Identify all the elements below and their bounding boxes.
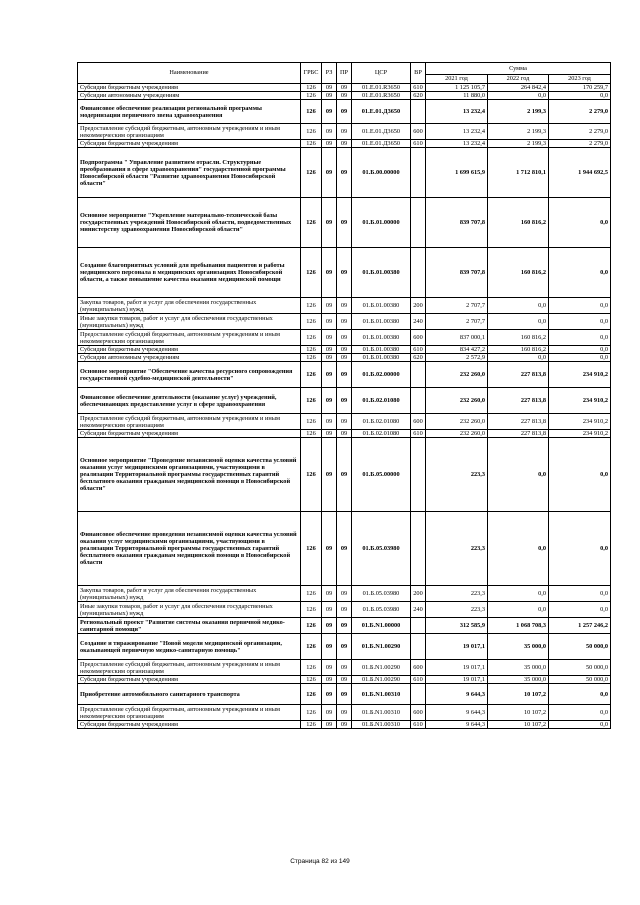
cell-rz: 09 — [322, 314, 337, 330]
cell-csr: 01.Б.N1.00310 — [352, 721, 411, 729]
cell-name: Субсидии бюджетным учреждениям — [78, 346, 301, 354]
cell-csr: 01.Б.01.00380 — [352, 354, 411, 362]
cell-name: Региональный проект "Развитие системы оказания первичной медико-санитарной помощи" — [78, 618, 301, 634]
cell-sum-2023: 0,0 — [549, 298, 611, 314]
cell-csr: 01.Е.01.R3650 — [352, 92, 411, 100]
cell-sum-2022: 160 816,2 — [488, 248, 549, 298]
cell-rz: 09 — [322, 676, 337, 684]
cell-rz: 09 — [322, 198, 337, 248]
cell-vr — [411, 198, 426, 248]
budget-table — [77, 62, 611, 729]
cell-sum-2022: 0,0 — [488, 512, 549, 586]
cell-csr: 01.Б.01.00380 — [352, 346, 411, 354]
cell-pr: 09 — [337, 618, 352, 634]
cell-sum-2021: 223,3 — [426, 438, 488, 512]
cell-name: Субсидии автономным учреждениям — [78, 354, 301, 362]
cell-grbs: 126 — [301, 438, 322, 512]
cell-name: Субсидии бюджетным учреждениям — [78, 430, 301, 438]
cell-csr: 01.Б.N1.00000 — [352, 618, 411, 634]
cell-grbs: 126 — [301, 314, 322, 330]
cell-sum-2023: 1 257 246,2 — [549, 618, 611, 634]
cell-sum-2022: 227 813,8 — [488, 430, 549, 438]
cell-name: Создание и тиражирование "Новой модели медицинской организации, оказывающей первичную медико-санитарную помощь" — [78, 634, 301, 660]
cell-vr — [411, 100, 426, 124]
cell-vr: 240 — [411, 602, 426, 618]
cell-vr — [411, 618, 426, 634]
cell-sum-2021: 839 707,8 — [426, 248, 488, 298]
cell-sum-2023: 2 279,0 — [549, 140, 611, 148]
cell-sum-2022: 0,0 — [488, 438, 549, 512]
cell-sum-2021: 1 699 615,9 — [426, 148, 488, 198]
cell-rz: 09 — [322, 721, 337, 729]
table-row — [78, 634, 611, 660]
cell-sum-2021: 9 644,3 — [426, 705, 488, 721]
table-row — [78, 414, 611, 430]
cell-sum-2021: 232 260,0 — [426, 430, 488, 438]
cell-pr: 09 — [337, 512, 352, 586]
table-row — [78, 140, 611, 148]
cell-sum-2021: 223,3 — [426, 512, 488, 586]
cell-csr: 01.Б.01.00380 — [352, 248, 411, 298]
cell-grbs: 126 — [301, 124, 322, 140]
cell-sum-2022: 0,0 — [488, 586, 549, 602]
cell-vr: 610 — [411, 346, 426, 354]
cell-csr: 01.Б.01.00380 — [352, 330, 411, 346]
cell-sum-2023: 0,0 — [549, 314, 611, 330]
cell-sum-2022: 1 068 708,3 — [488, 618, 549, 634]
table-row — [78, 92, 611, 100]
cell-name: Финансовое обеспечение деятельности (оказание услуг) учреждений, обеспечивающих предоставление услуг в сфере здравоохранения — [78, 388, 301, 414]
cell-pr: 09 — [337, 346, 352, 354]
cell-pr: 09 — [337, 362, 352, 388]
header-vr: ВР — [411, 63, 426, 84]
cell-sum-2023: 50 000,0 — [549, 660, 611, 676]
cell-sum-2021: 11 880,0 — [426, 92, 488, 100]
cell-name: Предоставление субсидий бюджетным, автономным учреждениям и иным некоммерческим организациям — [78, 124, 301, 140]
cell-csr: 01.Б.N1.00310 — [352, 684, 411, 705]
table-row — [78, 388, 611, 414]
table-row — [78, 618, 611, 634]
cell-grbs: 126 — [301, 298, 322, 314]
table-row — [78, 346, 611, 354]
cell-pr: 09 — [337, 660, 352, 676]
cell-rz: 09 — [322, 84, 337, 92]
header-sum: Сумма — [426, 63, 611, 75]
cell-pr: 09 — [337, 438, 352, 512]
table-row — [78, 354, 611, 362]
cell-name: Иные закупки товаров, работ и услуг для обеспечения государственных (муниципальных) нужд — [78, 314, 301, 330]
cell-rz: 09 — [322, 148, 337, 198]
header-grbs: ГРБС — [301, 63, 322, 84]
cell-grbs: 126 — [301, 684, 322, 705]
cell-rz: 09 — [322, 430, 337, 438]
cell-pr: 09 — [337, 100, 352, 124]
cell-vr — [411, 634, 426, 660]
table-row — [78, 148, 611, 198]
cell-pr: 09 — [337, 354, 352, 362]
cell-sum-2021: 223,3 — [426, 586, 488, 602]
cell-sum-2021: 232 260,0 — [426, 362, 488, 388]
cell-sum-2021: 312 585,9 — [426, 618, 488, 634]
cell-sum-2021: 1 125 105,7 — [426, 84, 488, 92]
cell-grbs: 126 — [301, 330, 322, 346]
cell-csr: 01.Б.02.01080 — [352, 388, 411, 414]
table-row — [78, 84, 611, 92]
cell-grbs: 126 — [301, 512, 322, 586]
table-row — [78, 705, 611, 721]
cell-name: Создание благоприятных условий для пребывания пациентов и работы медицинского персонала в медицинских организациях Новосибирской области, а также повышение качества оказания медицинской помощи — [78, 248, 301, 298]
cell-sum-2022: 227 813,8 — [488, 362, 549, 388]
cell-sum-2022: 0,0 — [488, 298, 549, 314]
table-row — [78, 198, 611, 248]
table-header — [78, 63, 611, 84]
cell-name: Предоставление субсидий бюджетным, автономным учреждениям и иным некоммерческим организациям — [78, 660, 301, 676]
cell-rz: 09 — [322, 586, 337, 602]
cell-sum-2023: 234 910,2 — [549, 362, 611, 388]
cell-sum-2022: 264 842,4 — [488, 84, 549, 92]
cell-csr: 01.Е.01.Д3650 — [352, 140, 411, 148]
cell-grbs: 126 — [301, 586, 322, 602]
cell-grbs: 126 — [301, 354, 322, 362]
cell-pr: 09 — [337, 684, 352, 705]
cell-pr: 09 — [337, 92, 352, 100]
cell-vr: 600 — [411, 660, 426, 676]
cell-sum-2023: 170 259,7 — [549, 84, 611, 92]
header-year-2021: 2021 год — [426, 75, 488, 84]
cell-name: Основное мероприятие "Укрепление материально-технической базы государственных учреждений Новосибирской области, подведомственных министерству здравоохранения Новосибирской области" — [78, 198, 301, 248]
cell-sum-2021: 2 707,7 — [426, 298, 488, 314]
cell-grbs: 126 — [301, 705, 322, 721]
table-row — [78, 330, 611, 346]
cell-csr: 01.Б.02.01080 — [352, 430, 411, 438]
cell-sum-2021: 232 260,0 — [426, 414, 488, 430]
cell-grbs: 126 — [301, 602, 322, 618]
cell-grbs: 126 — [301, 430, 322, 438]
cell-name: Предоставление субсидий бюджетным, автономным учреждениям и иным некоммерческим организациям — [78, 705, 301, 721]
cell-grbs: 126 — [301, 84, 322, 92]
header-year-2022: 2022 год — [488, 75, 549, 84]
cell-rz: 09 — [322, 140, 337, 148]
cell-sum-2021: 19 017,1 — [426, 660, 488, 676]
table-body — [78, 84, 611, 729]
cell-csr: 01.Б.01.00000 — [352, 198, 411, 248]
cell-grbs: 126 — [301, 248, 322, 298]
cell-sum-2022: 2 199,3 — [488, 100, 549, 124]
cell-sum-2023: 50 000,0 — [549, 676, 611, 684]
cell-sum-2021: 232 260,0 — [426, 388, 488, 414]
cell-sum-2022: 0,0 — [488, 602, 549, 618]
cell-name: Предоставление субсидий бюджетным, автономным учреждениям и иным некоммерческим организациям — [78, 414, 301, 430]
cell-pr: 09 — [337, 586, 352, 602]
cell-sum-2022: 0,0 — [488, 314, 549, 330]
cell-vr: 200 — [411, 586, 426, 602]
cell-grbs: 126 — [301, 660, 322, 676]
cell-grbs: 126 — [301, 140, 322, 148]
cell-grbs: 126 — [301, 721, 322, 729]
cell-csr: 01.Б.00.00000 — [352, 148, 411, 198]
cell-pr: 09 — [337, 705, 352, 721]
table-row — [78, 602, 611, 618]
cell-grbs: 126 — [301, 198, 322, 248]
cell-sum-2022: 10 107,2 — [488, 705, 549, 721]
cell-grbs: 126 — [301, 388, 322, 414]
cell-name: Субсидии бюджетным учреждениям — [78, 676, 301, 684]
cell-pr: 09 — [337, 314, 352, 330]
cell-sum-2023: 0,0 — [549, 721, 611, 729]
cell-csr: 01.Б.N1.00290 — [352, 660, 411, 676]
cell-sum-2023: 0,0 — [549, 92, 611, 100]
table-row — [78, 586, 611, 602]
cell-name: Иные закупки товаров, работ и услуг для обеспечения государственных (муниципальных) нужд — [78, 602, 301, 618]
cell-sum-2021: 19 017,1 — [426, 676, 488, 684]
table-row — [78, 676, 611, 684]
cell-sum-2023: 0,0 — [549, 705, 611, 721]
cell-vr: 600 — [411, 124, 426, 140]
cell-rz: 09 — [322, 100, 337, 124]
cell-pr: 09 — [337, 140, 352, 148]
cell-name: Закупка товаров, работ и услуг для обеспечения государственных (муниципальных) нужд — [78, 586, 301, 602]
page-number: Страница 82 из 149 — [290, 858, 350, 865]
cell-sum-2021: 2 707,7 — [426, 314, 488, 330]
cell-name: Субсидии бюджетным учреждениям — [78, 140, 301, 148]
cell-rz: 09 — [322, 362, 337, 388]
cell-rz: 09 — [322, 438, 337, 512]
cell-sum-2022: 227 813,8 — [488, 388, 549, 414]
cell-vr: 620 — [411, 92, 426, 100]
cell-sum-2022: 160 816,2 — [488, 198, 549, 248]
cell-pr: 09 — [337, 602, 352, 618]
cell-sum-2023: 2 279,0 — [549, 100, 611, 124]
cell-rz: 09 — [322, 684, 337, 705]
cell-csr: 01.Б.N1.00310 — [352, 705, 411, 721]
cell-sum-2023: 234 910,2 — [549, 430, 611, 438]
cell-rz: 09 — [322, 512, 337, 586]
cell-pr: 09 — [337, 298, 352, 314]
cell-sum-2022: 35 000,0 — [488, 660, 549, 676]
cell-rz: 09 — [322, 92, 337, 100]
cell-vr — [411, 684, 426, 705]
header-pr: ПР — [337, 63, 352, 84]
cell-sum-2021: 837 000,1 — [426, 330, 488, 346]
header-year-2023: 2023 год — [549, 75, 611, 84]
cell-grbs: 126 — [301, 362, 322, 388]
header-csr: ЦСР — [352, 63, 411, 84]
cell-sum-2022: 10 107,2 — [488, 684, 549, 705]
cell-csr: 01.Е.01.R3650 — [352, 84, 411, 92]
cell-name: Субсидии бюджетным учреждениям — [78, 721, 301, 729]
cell-vr — [411, 512, 426, 586]
cell-name: Приобретение автомобильного санитарного транспорта — [78, 684, 301, 705]
cell-name: Субсидии автономным учреждениям — [78, 92, 301, 100]
table-row — [78, 430, 611, 438]
cell-sum-2023: 234 910,2 — [549, 388, 611, 414]
cell-pr: 09 — [337, 676, 352, 684]
table-row — [78, 314, 611, 330]
cell-vr: 600 — [411, 330, 426, 346]
cell-sum-2022: 160 816,2 — [488, 330, 549, 346]
table-row — [78, 512, 611, 586]
cell-sum-2023: 2 279,0 — [549, 124, 611, 140]
cell-grbs: 126 — [301, 414, 322, 430]
cell-pr: 09 — [337, 721, 352, 729]
cell-sum-2023: 0,0 — [549, 602, 611, 618]
cell-csr: 01.Б.05.03980 — [352, 586, 411, 602]
cell-rz: 09 — [322, 634, 337, 660]
table-row — [78, 660, 611, 676]
cell-sum-2022: 35 000,0 — [488, 634, 549, 660]
cell-sum-2023: 0,0 — [549, 684, 611, 705]
cell-csr: 01.Е.01.Д3650 — [352, 124, 411, 140]
cell-vr — [411, 388, 426, 414]
cell-rz: 09 — [322, 124, 337, 140]
table-row — [78, 438, 611, 512]
cell-pr: 09 — [337, 414, 352, 430]
cell-csr: 01.Е.01.Д3650 — [352, 100, 411, 124]
cell-grbs: 126 — [301, 346, 322, 354]
cell-pr: 09 — [337, 248, 352, 298]
cell-sum-2023: 0,0 — [549, 512, 611, 586]
cell-grbs: 126 — [301, 92, 322, 100]
cell-csr: 01.Б.N1.00290 — [352, 676, 411, 684]
cell-sum-2022: 0,0 — [488, 354, 549, 362]
cell-sum-2022: 227 813,8 — [488, 414, 549, 430]
cell-sum-2021: 2 572,9 — [426, 354, 488, 362]
cell-rz: 09 — [322, 618, 337, 634]
cell-grbs: 126 — [301, 634, 322, 660]
cell-sum-2022: 160 816,2 — [488, 346, 549, 354]
cell-name: Подпрограмма " Управление развитием отрасли. Структурные преобразования в сфере здравоохранения" государственной программы Новосибирской области "Развитие здравоохранения Новосибирской области" — [78, 148, 301, 198]
cell-csr: 01.Б.N1.00290 — [352, 634, 411, 660]
cell-vr: 600 — [411, 705, 426, 721]
cell-vr: 610 — [411, 676, 426, 684]
table-row — [78, 248, 611, 298]
cell-vr: 610 — [411, 721, 426, 729]
cell-grbs: 126 — [301, 148, 322, 198]
cell-pr: 09 — [337, 388, 352, 414]
cell-vr: 610 — [411, 140, 426, 148]
table-row — [78, 362, 611, 388]
cell-name: Финансовое обеспечение проведения независимой оценки качества условий оказания услуг медицинскими организациями, участвующими в реализации Территориальной программы государственных гарантий бесплатного оказания гражданам медицинской помощи в Новосибирской области — [78, 512, 301, 586]
table-row — [78, 298, 611, 314]
cell-csr: 01.Б.02.01080 — [352, 414, 411, 430]
cell-rz: 09 — [322, 388, 337, 414]
cell-vr: 610 — [411, 430, 426, 438]
cell-rz: 09 — [322, 660, 337, 676]
cell-pr: 09 — [337, 430, 352, 438]
table-row — [78, 721, 611, 729]
cell-sum-2023: 0,0 — [549, 198, 611, 248]
cell-sum-2021: 13 232,4 — [426, 140, 488, 148]
cell-rz: 09 — [322, 414, 337, 430]
header-rz: РЗ — [322, 63, 337, 84]
cell-pr: 09 — [337, 330, 352, 346]
cell-sum-2022: 0,0 — [488, 92, 549, 100]
cell-sum-2021: 834 427,2 — [426, 346, 488, 354]
table-row — [78, 684, 611, 705]
table-row — [78, 100, 611, 124]
cell-vr — [411, 362, 426, 388]
cell-grbs: 126 — [301, 676, 322, 684]
cell-sum-2023: 0,0 — [549, 586, 611, 602]
cell-sum-2022: 1 712 810,1 — [488, 148, 549, 198]
cell-vr — [411, 248, 426, 298]
cell-sum-2021: 839 707,8 — [426, 198, 488, 248]
cell-sum-2021: 19 017,1 — [426, 634, 488, 660]
cell-vr: 620 — [411, 354, 426, 362]
cell-pr: 09 — [337, 124, 352, 140]
cell-csr: 01.Б.01.00380 — [352, 314, 411, 330]
cell-vr: 240 — [411, 314, 426, 330]
cell-pr: 09 — [337, 84, 352, 92]
cell-sum-2021: 9 644,3 — [426, 721, 488, 729]
cell-vr — [411, 438, 426, 512]
cell-name: Закупка товаров, работ и услуг для обеспечения государственных (муниципальных) нужд — [78, 298, 301, 314]
cell-grbs: 126 — [301, 100, 322, 124]
cell-csr: 01.Б.02.00000 — [352, 362, 411, 388]
cell-sum-2023: 50 000,0 — [549, 634, 611, 660]
cell-csr: 01.Б.01.00380 — [352, 298, 411, 314]
cell-pr: 09 — [337, 634, 352, 660]
cell-sum-2023: 0,0 — [549, 330, 611, 346]
cell-vr: 610 — [411, 84, 426, 92]
cell-vr: 600 — [411, 414, 426, 430]
cell-grbs: 126 — [301, 618, 322, 634]
cell-sum-2023: 234 910,2 — [549, 414, 611, 430]
cell-csr: 01.Б.05.00000 — [352, 438, 411, 512]
cell-sum-2021: 223,3 — [426, 602, 488, 618]
cell-sum-2022: 2 199,3 — [488, 140, 549, 148]
cell-csr: 01.Б.05.03980 — [352, 512, 411, 586]
cell-csr: 01.Б.05.03980 — [352, 602, 411, 618]
cell-sum-2022: 10 107,2 — [488, 721, 549, 729]
cell-rz: 09 — [322, 346, 337, 354]
cell-name: Основное мероприятие "Проведение независимой оценки качества условий оказания услуг медицинскими организациями, участвующими в реализации Территориальной программы государственных гарантий бесплатного оказания гражданам медицинской помощи в Новосибирской области" — [78, 438, 301, 512]
cell-rz: 09 — [322, 298, 337, 314]
cell-name: Субсидии бюджетным учреждениям — [78, 84, 301, 92]
cell-sum-2022: 2 199,3 — [488, 124, 549, 140]
cell-pr: 09 — [337, 198, 352, 248]
cell-sum-2021: 13 232,4 — [426, 100, 488, 124]
cell-rz: 09 — [322, 248, 337, 298]
cell-rz: 09 — [322, 330, 337, 346]
cell-sum-2022: 35 000,0 — [488, 676, 549, 684]
cell-sum-2021: 9 644,3 — [426, 684, 488, 705]
cell-sum-2023: 0,0 — [549, 346, 611, 354]
cell-name: Финансовое обеспечение реализации региональной программы модернизации первичного звена здравоохранения — [78, 100, 301, 124]
cell-rz: 09 — [322, 602, 337, 618]
header-name: Наименование — [78, 63, 301, 84]
cell-sum-2023: 0,0 — [549, 438, 611, 512]
cell-rz: 09 — [322, 354, 337, 362]
cell-rz: 09 — [322, 705, 337, 721]
cell-sum-2023: 0,0 — [549, 354, 611, 362]
cell-name: Основное мероприятие "Обеспечение качества ресурсного сопровождения государственной судебно-медицинской деятельности" — [78, 362, 301, 388]
cell-pr: 09 — [337, 148, 352, 198]
cell-vr — [411, 148, 426, 198]
cell-sum-2021: 13 232,4 — [426, 124, 488, 140]
cell-sum-2023: 1 944 692,5 — [549, 148, 611, 198]
table-row — [78, 124, 611, 140]
cell-sum-2023: 0,0 — [549, 248, 611, 298]
cell-vr: 200 — [411, 298, 426, 314]
cell-name: Предоставление субсидий бюджетным, автономным учреждениям и иным некоммерческим организациям — [78, 330, 301, 346]
